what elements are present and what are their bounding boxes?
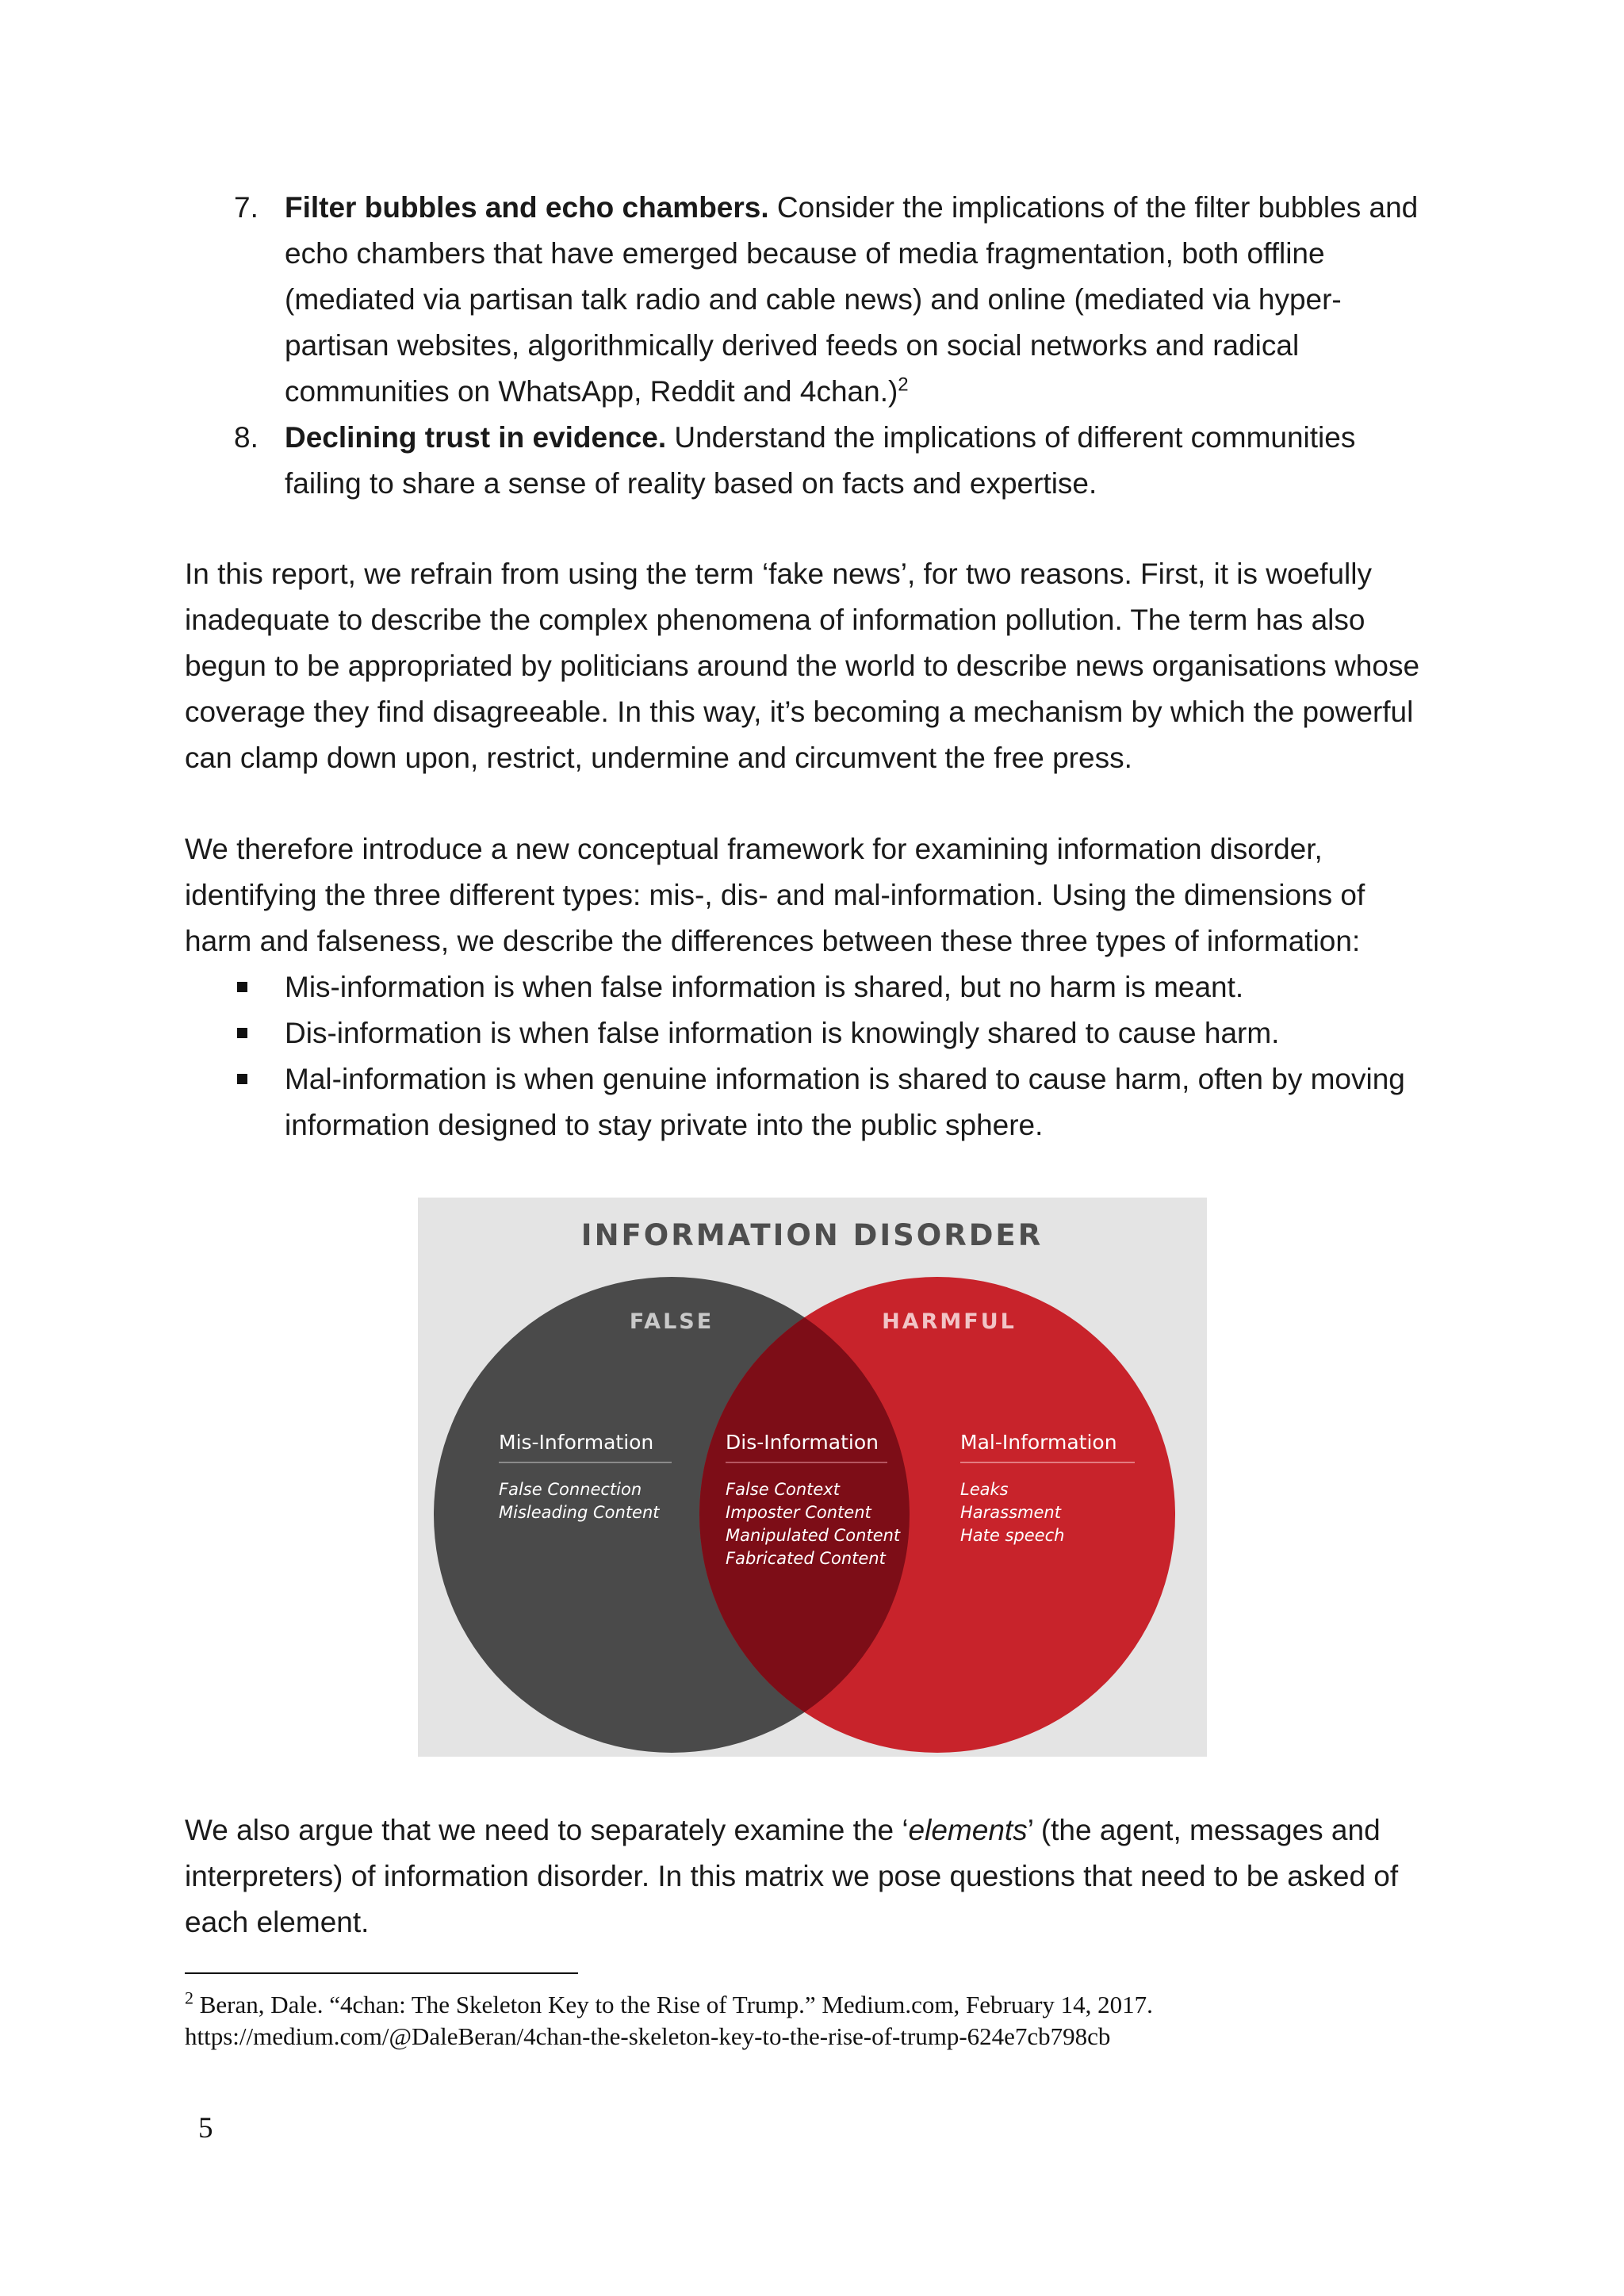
numbered-list (185, 185, 1438, 507)
bullet-item (185, 1056, 1438, 1148)
footnote-text: Beran, Dale. “4chan: The Skeleton Key to the Rise of Trump.” Medium.com, February 14, 2017. (193, 1991, 1153, 2018)
bullet-text: Mis-information is when false information is shared, but no harm is meant. (285, 971, 1244, 1003)
mal-information-item: Leaks (960, 1480, 1009, 1499)
list-item-title: Filter bubbles and echo chambers. (285, 191, 769, 224)
list-item-text: Consider the implications of the filter bubbles and echo chambers that have emerged because of media fragmentation, both offline (mediated via partisan talk radio and cable news) and online (mediated via hyper-partisan websites, algorithmically derived feeds on social networks and radical communities on WhatsApp, Reddit and 4chan.) (285, 191, 1419, 408)
footnote-citation (185, 1989, 1493, 2021)
list-item-text: Understand the implications of different communities failing to share a sense of reality based on facts and expertise. (285, 421, 1356, 500)
mal-information-heading: Mal-Information (960, 1431, 1117, 1454)
emphasis-elements: elements (908, 1814, 1028, 1846)
harmful-label: HARMFUL (882, 1309, 1017, 1334)
footnote-url[interactable]: https://medium.com/@DaleBeran/4chan-the-skeleton-key-to-the-rise-of-trump-624e7cb798cb (185, 2022, 1111, 2050)
paragraph-framework: We therefore introduce a new conceptual framework for examining information disorder, identifying the three different types: mis-, dis- and mal-information. Using the dimensions of harm and falseness, we describe the differences between these three types of information: (185, 833, 1365, 957)
footnote (185, 1989, 1493, 2053)
list-number: 8. (234, 421, 259, 454)
footnote-divider (185, 1972, 578, 1974)
mis-information-item: False Connection (499, 1480, 642, 1499)
bullet-text: Mal-information is when genuine information is shared to cause harm, often by moving information designed to stay private into the public sphere. (285, 1063, 1405, 1141)
bullet-item (185, 964, 1438, 1010)
page-number: 5 (198, 2112, 213, 2145)
list-item-title: Declining trust in evidence. (285, 421, 667, 454)
false-label: FALSE (629, 1309, 714, 1334)
footnote-reference[interactable]: 2 (898, 374, 909, 396)
bullet-square-icon (237, 1028, 247, 1038)
mis-information-item: Misleading Content (499, 1503, 660, 1522)
dis-information-item: Manipulated Content (726, 1526, 901, 1545)
mal-information-item: Hate speech (960, 1526, 1065, 1545)
bullet-square-icon (237, 982, 247, 992)
list-item-8 (185, 415, 1438, 507)
bullet-square-icon (237, 1074, 247, 1084)
bullet-item (185, 1010, 1438, 1056)
dis-information-heading: Dis-Information (726, 1431, 879, 1454)
list-number: 7. (234, 191, 259, 224)
list-item-7 (185, 185, 1438, 415)
paragraph-text: We also argue that we need to separately examine the ‘ (185, 1814, 909, 1846)
paragraph-fake-news: In this report, we refrain from using the term ‘fake news’, for two reasons. First, it is woefully inadequate to describe the complex phenomena of information pollution. The term has also begun to be appropriated by politicians around the world to describe news organisations whose coverage they find disagreeable. In this way, it’s becoming a mechanism by which the powerful can clamp down upon, restrict, undermine and circumvent the free press. (185, 558, 1420, 774)
dis-information-item: False Context (726, 1480, 840, 1499)
mis-information-heading: Mis-Information (499, 1431, 654, 1454)
bullet-text: Dis-information is when false information is knowingly shared to cause harm. (285, 1017, 1280, 1049)
footnote-number: 2 (185, 1987, 193, 2008)
paragraph-elements (185, 1807, 1438, 1945)
dis-information-item: Fabricated Content (726, 1549, 886, 1568)
bullet-list (185, 964, 1438, 1148)
venn-diagram (418, 1198, 1207, 1757)
paragraph-text: ’ (the agent, messages and interpreters) of information disorder. In this matrix we pose questions that need to be asked of each element. (185, 1814, 1399, 1938)
dis-information-item: Imposter Content (726, 1503, 871, 1522)
mal-information-item: Harassment (960, 1503, 1061, 1522)
information-disorder-figure (418, 1198, 1207, 1757)
figure-title: INFORMATION DISORDER (580, 1218, 1044, 1252)
